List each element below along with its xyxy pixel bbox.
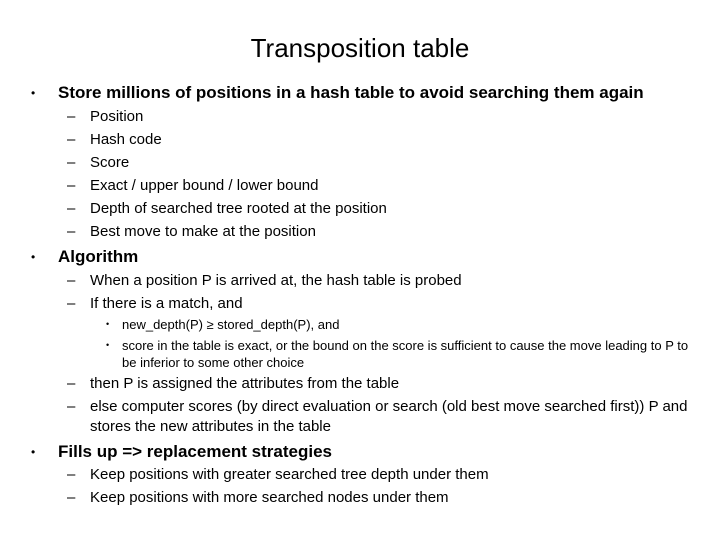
sub-item-position (67, 107, 700, 127)
sub-item-text: If there is a match, and (90, 295, 243, 312)
condition-text: score in the table is exact, or the bound on the score is sufficient to cause the move leading to P to be inferior to some other choice (122, 338, 689, 370)
sub-item-text: then P is assigned the attributes from the table (90, 375, 400, 392)
bullet-fills-up (31, 441, 698, 463)
bullet-icon: • (31, 250, 36, 264)
bullet-icon: • (31, 445, 36, 459)
dash-icon: – (67, 223, 76, 240)
condition-score (106, 337, 692, 371)
sub-item-text: Best move to make at the position (90, 223, 316, 240)
bullet-icon: • (31, 86, 36, 100)
dash-icon: – (67, 398, 76, 415)
sub-item-text: When a position P is arrived at, the hash table is probed (90, 272, 462, 289)
sub-item-keep-depth (67, 465, 700, 485)
sub-item-else (67, 397, 700, 437)
dash-icon: – (67, 489, 76, 506)
bullet-icon: • (106, 319, 110, 329)
dash-icon: – (67, 272, 76, 289)
sub-item-probe (67, 271, 700, 291)
dash-icon: – (67, 131, 76, 148)
sub-item-text: else computer scores (by direct evaluation or search (old best move searched first)) P and stores the new attributes in the table (90, 398, 688, 435)
sub-item-text: Score (90, 154, 130, 171)
bullet-text: Fills up => replacement strategies (58, 442, 333, 461)
sub-item-text: Keep positions with more searched nodes under them (90, 489, 449, 506)
condition-text: new_depth(P) ≥ stored_depth(P), and (122, 317, 340, 332)
sub-item-score (67, 153, 700, 173)
bullet-text: Store millions of positions in a hash table to avoid searching them again (58, 83, 644, 102)
sub-item-text: Position (90, 108, 144, 125)
sub-item-match (67, 294, 700, 314)
bullet-text: Algorithm (58, 247, 139, 266)
dash-icon: – (67, 177, 76, 194)
condition-depth (106, 316, 692, 333)
sub-item-depth (67, 199, 700, 219)
dash-icon: – (67, 466, 76, 483)
bullet-store-positions (31, 82, 698, 104)
sub-item-text: Hash code (90, 131, 162, 148)
dash-icon: – (67, 295, 76, 312)
dash-icon: – (67, 154, 76, 171)
dash-icon: – (67, 108, 76, 125)
bullet-algorithm (31, 246, 698, 268)
dash-icon: – (67, 375, 76, 392)
sub-item-hash-code (67, 130, 700, 150)
sub-item-then (67, 374, 700, 394)
slide-title: Transposition table (250, 33, 470, 63)
sub-item-keep-nodes (67, 488, 700, 508)
sub-item-text: Depth of searched tree rooted at the position (90, 200, 387, 217)
sub-item-best-move (67, 222, 700, 242)
dash-icon: – (67, 200, 76, 217)
sub-item-text: Keep positions with greater searched tree depth under them (90, 466, 489, 483)
sub-item-text: Exact / upper bound / lower bound (90, 177, 319, 194)
sub-item-bound (67, 176, 700, 196)
bullet-icon: • (106, 340, 110, 350)
